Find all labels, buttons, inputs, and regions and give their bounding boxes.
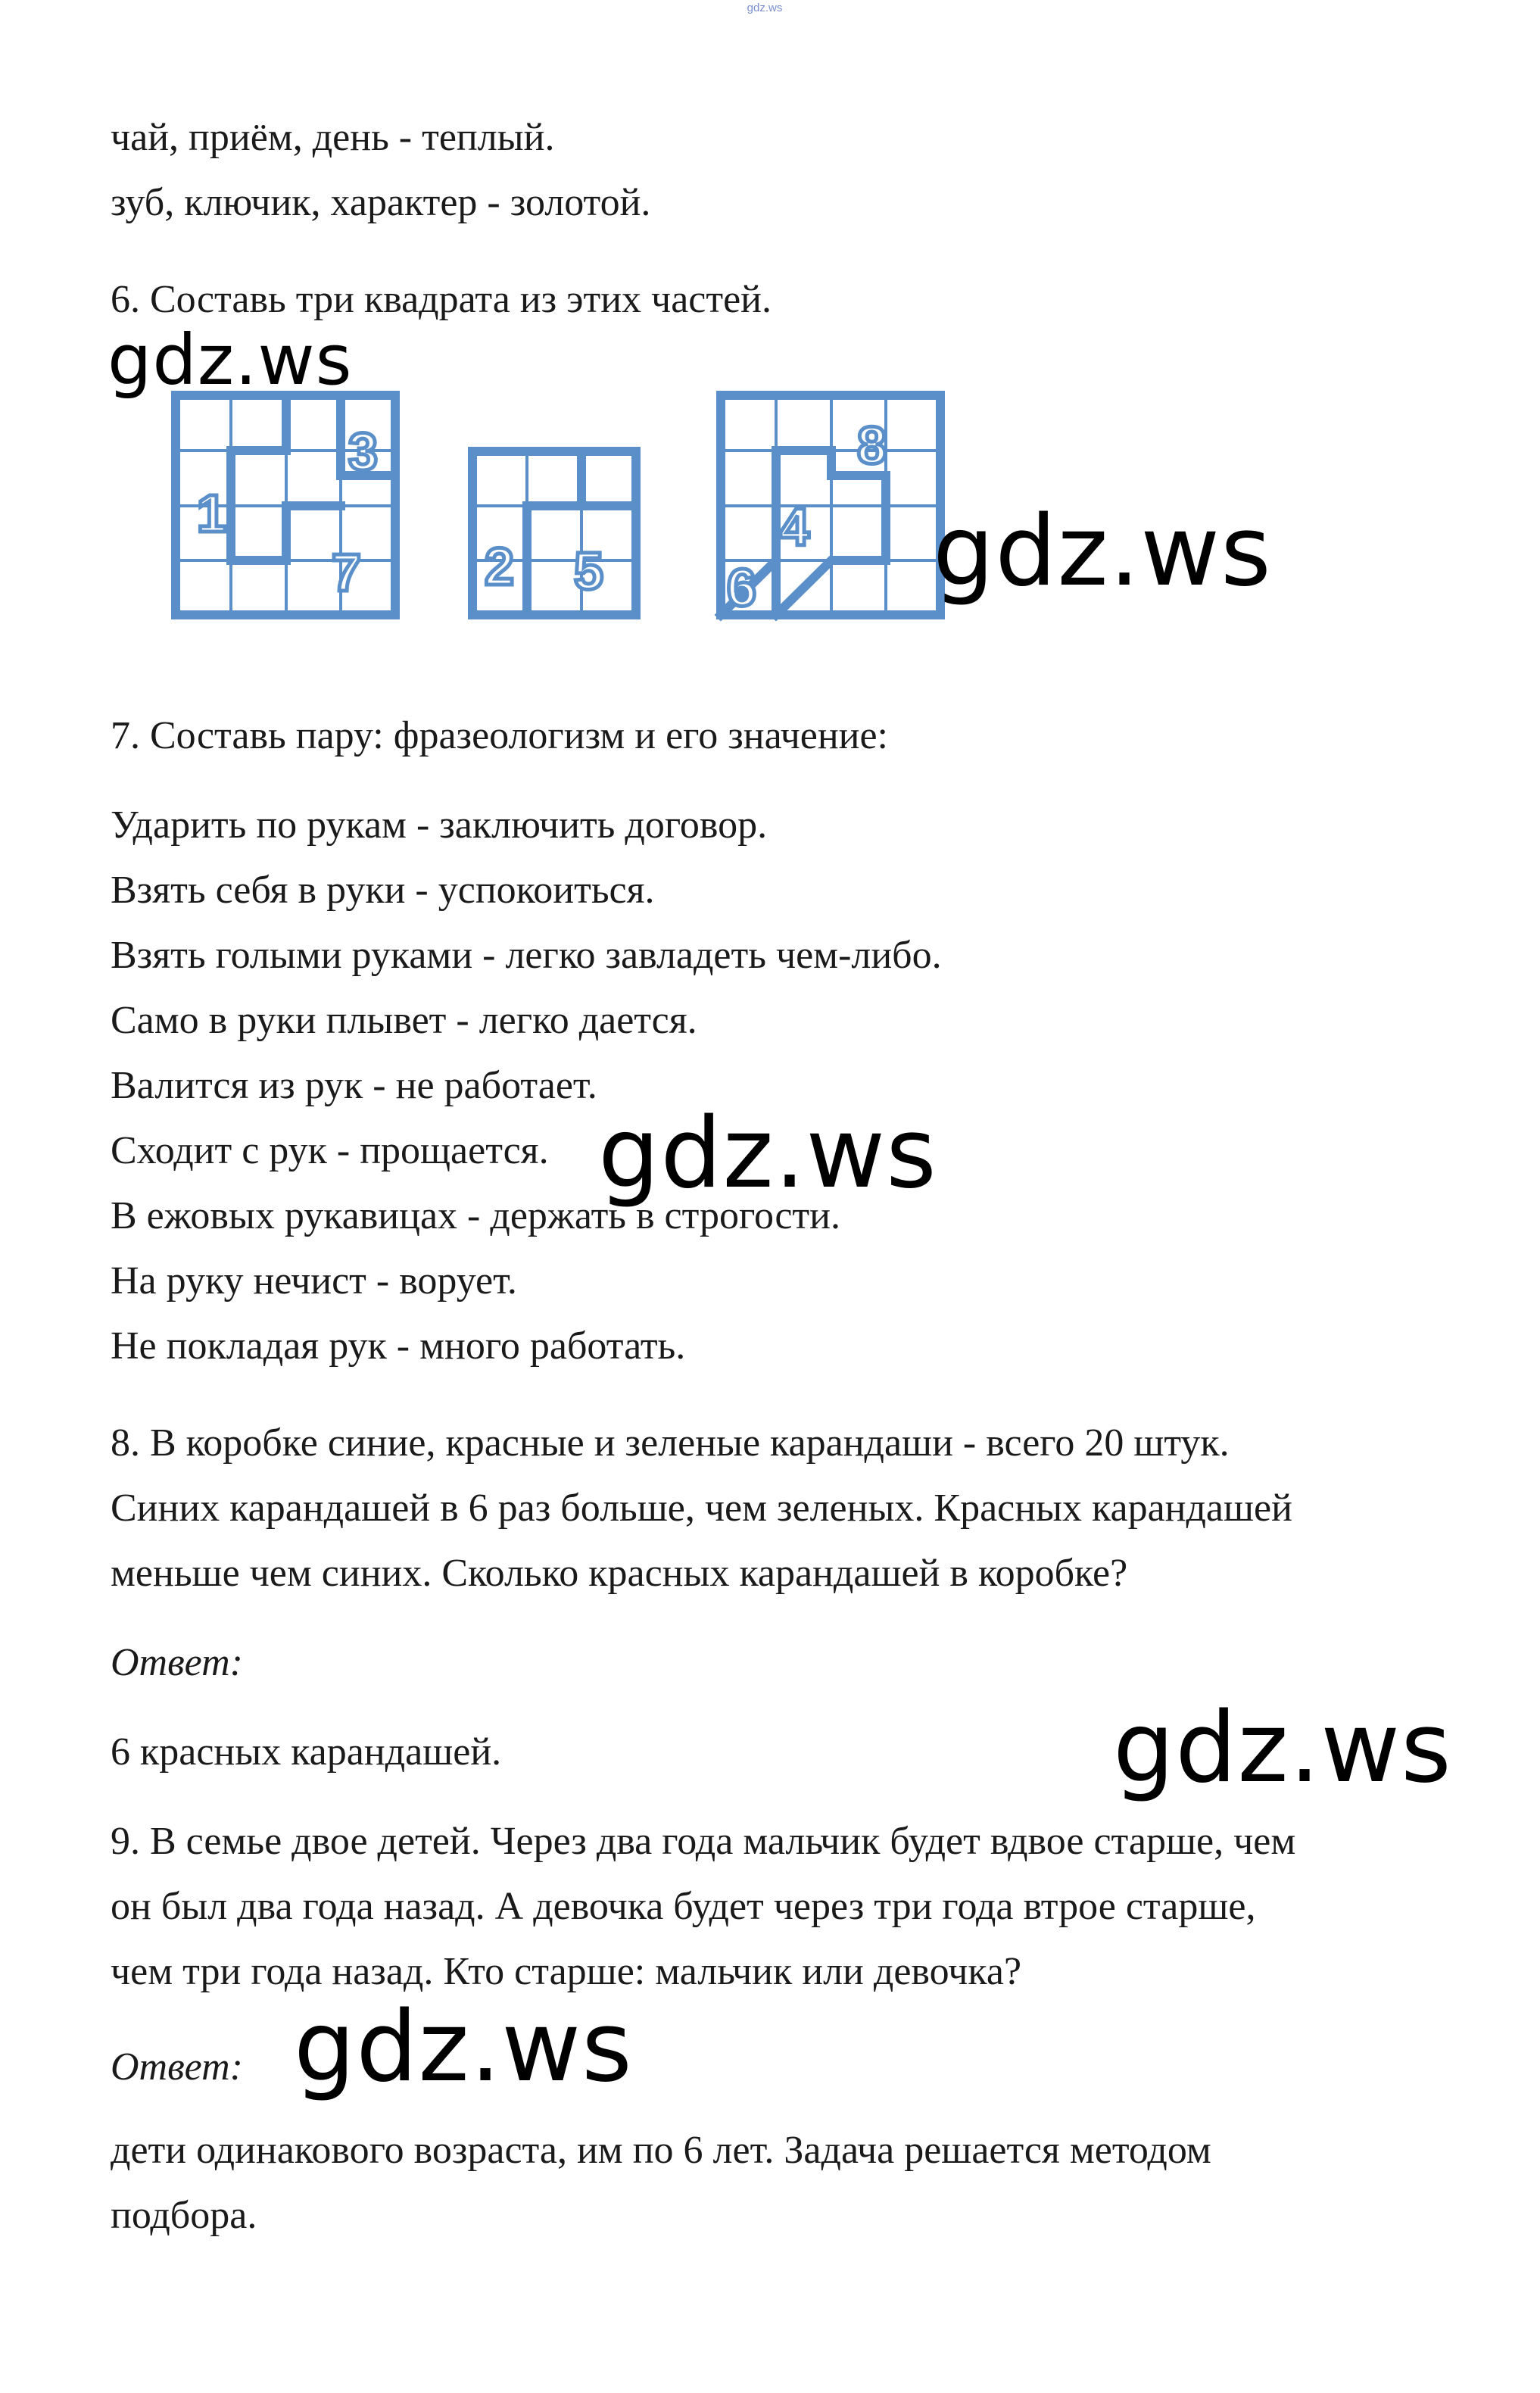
phrase-line: Ударить по рукам - заключить договор.	[111, 803, 768, 847]
answer-9-line-1: дети одинакового возраста, им по 6 лет. Задача решается методом	[111, 2129, 1211, 2172]
piece-label: 6	[727, 558, 756, 617]
phrase-line: Не покладая рук - много работать.	[111, 1324, 686, 1368]
answer-8: 6 красных карандашей.	[111, 1730, 502, 1774]
puzzle-square-3	[721, 395, 940, 615]
phrase-line: В ежовых рукавицах - держать в строгости.	[111, 1194, 840, 1237]
text-line-2: зуб, ключик, характер - золотой.	[111, 181, 651, 224]
answer-label: Ответ:	[111, 2045, 243, 2089]
piece-label: 3	[348, 422, 378, 481]
task-8-line-2: Синих карандашей в 6 раз больше, чем зеленых. Красных карандашей	[111, 1487, 1292, 1530]
task-8-line-1: 8. В коробке синие, красные и зеленые карандаши - всего 20 штук.	[111, 1421, 1230, 1465]
phrase-line: Само в руки плывет - легко дается.	[111, 999, 697, 1042]
task-9-line-1: 9. В семье двое детей. Через два года мальчик будет вдвое старше, чем	[111, 1820, 1296, 1863]
phrase-line: Валится из рук - не работает.	[111, 1064, 597, 1107]
watermark: gdz.ws	[1113, 1692, 1452, 1805]
watermark: gdz.ws	[933, 495, 1272, 608]
piece-label: 2	[485, 537, 514, 596]
answer-9-line-2: подбора.	[111, 2194, 257, 2237]
piece-label: 5	[574, 541, 603, 601]
piece-label: 4	[780, 498, 809, 557]
phrase-line: Взять голыми руками - легко завладеть чем-либо.	[111, 934, 942, 977]
task-6-heading: 6. Составь три квадрата из этих частей.	[111, 278, 772, 321]
puzzle-square-2	[472, 451, 636, 615]
text-line-1: чай, приём, день - теплый.	[111, 116, 555, 159]
watermark: gdz.ws	[294, 1991, 633, 2104]
puzzle-figure	[167, 386, 939, 629]
piece-label: 1	[197, 484, 226, 543]
site-mark: gdz.ws	[747, 2, 783, 14]
phrase-line: Сходит с рук - прощается.	[111, 1129, 549, 1172]
task-9-line-3: чем три года назад. Кто старше: мальчик или девочка?	[111, 1950, 1022, 1993]
answer-label: Ответ:	[111, 1641, 243, 1684]
piece-label: 7	[332, 543, 361, 602]
phrase-line: Взять себя в руки - успокоиться.	[111, 869, 655, 912]
puzzle-square-1	[176, 395, 395, 615]
watermark: gdz.ws	[598, 1097, 937, 1210]
task-9-line-2: он был два года назад. А девочка будет через три года втрое старше,	[111, 1885, 1256, 1928]
phrase-line: На руку нечист - ворует.	[111, 1259, 517, 1303]
watermark: gdz.ws	[108, 320, 353, 401]
piece-label: 8	[857, 416, 887, 475]
task-8-line-3: меньше чем синих. Сколько красных карандашей в коробке?	[111, 1552, 1128, 1595]
task-7-heading: 7. Составь пару: фразеологизм и его значение:	[111, 714, 888, 757]
